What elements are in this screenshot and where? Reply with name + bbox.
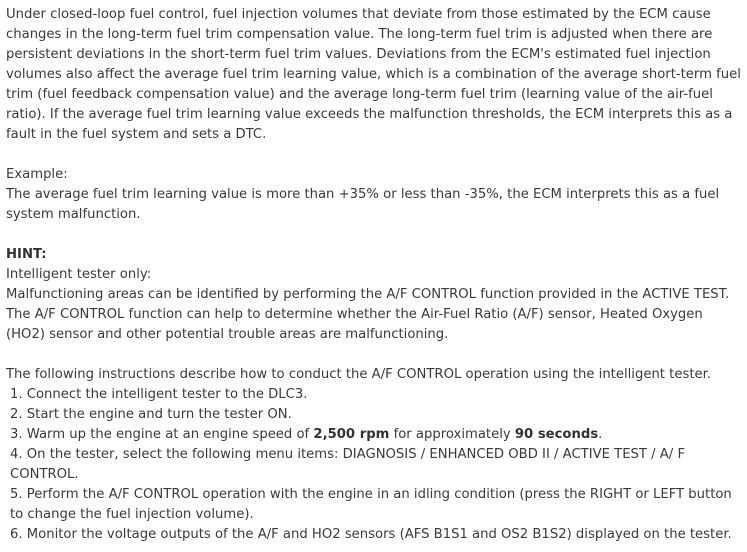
step-3-seconds: 90 seconds xyxy=(514,427,599,442)
step-3-rpm: 2,500 rpm xyxy=(313,427,390,442)
hint-line-1: Intelligent tester only: xyxy=(6,267,152,282)
step-2: 2. Start the engine and turn the tester ON. xyxy=(10,407,292,422)
example-label: Example: xyxy=(6,167,68,182)
intro-paragraph: Under closed-loop fuel control, fuel injection volumes that deviate from those estimated by the ECM cause changes in the long-term fuel trim compensation value. The long-term fuel trim is adjusted when there are persistent deviations in the short-term fuel trim values. Deviations from the ECM's estimated fuel injection volumes also affect the average fuel trim learning value, which is a combination of the average short-term fuel trim (fuel feedback compensation value) and the average long-term fuel trim (learning value of the air-fuel ratio). If the average fuel trim learning value exceeds the malfunction thresholds, the ECM interprets this as a fault in the fuel system and sets a DTC. xyxy=(6,7,741,142)
step-3 xyxy=(6,425,741,445)
spacer xyxy=(6,345,741,365)
example-text: The average fuel trim learning value is more than +35% or less than -35%, the ECM interprets this as a fuel system malfunction. xyxy=(6,187,720,222)
step-6: 6. Monitor the voltage outputs of the A/F and HO2 sensors (AFS B1S1 and OS2 B1S2) displayed on the tester. xyxy=(10,527,732,542)
hint-title: HINT: xyxy=(6,247,47,262)
step-3-text-b: for approximately xyxy=(389,427,515,442)
step-5: 5. Perform the A/F CONTROL operation with the engine in an idling condition (press the RIGHT or LEFT button to change the fuel injection volume). xyxy=(10,487,732,522)
hint-line-2: Malfunctioning areas can be identified by performing the A/F CONTROL function provided in the ACTIVE TEST. The A/F CONTROL function can help to determine whether the Air-Fuel Ratio (A/F) sensor, Heated Oxygen (HO2) sensor and other potential trouble areas are malfunctioning. xyxy=(6,287,730,342)
spacer xyxy=(6,145,741,165)
instructions-lead: The following instructions describe how to conduct the A/F CONTROL operation using the intelligent tester. xyxy=(6,367,712,382)
step-3-text-a: 3. Warm up the engine at an engine speed of xyxy=(10,427,314,442)
step-1: 1. Connect the intelligent tester to the DLC3. xyxy=(10,387,308,402)
step-4: 4. On the tester, select the following menu items: DIAGNOSIS / ENHANCED OBD II / ACTIVE TEST / A/ F CONTROL. xyxy=(10,447,686,482)
step-3-text-c: . xyxy=(598,427,603,442)
spacer xyxy=(6,225,741,245)
